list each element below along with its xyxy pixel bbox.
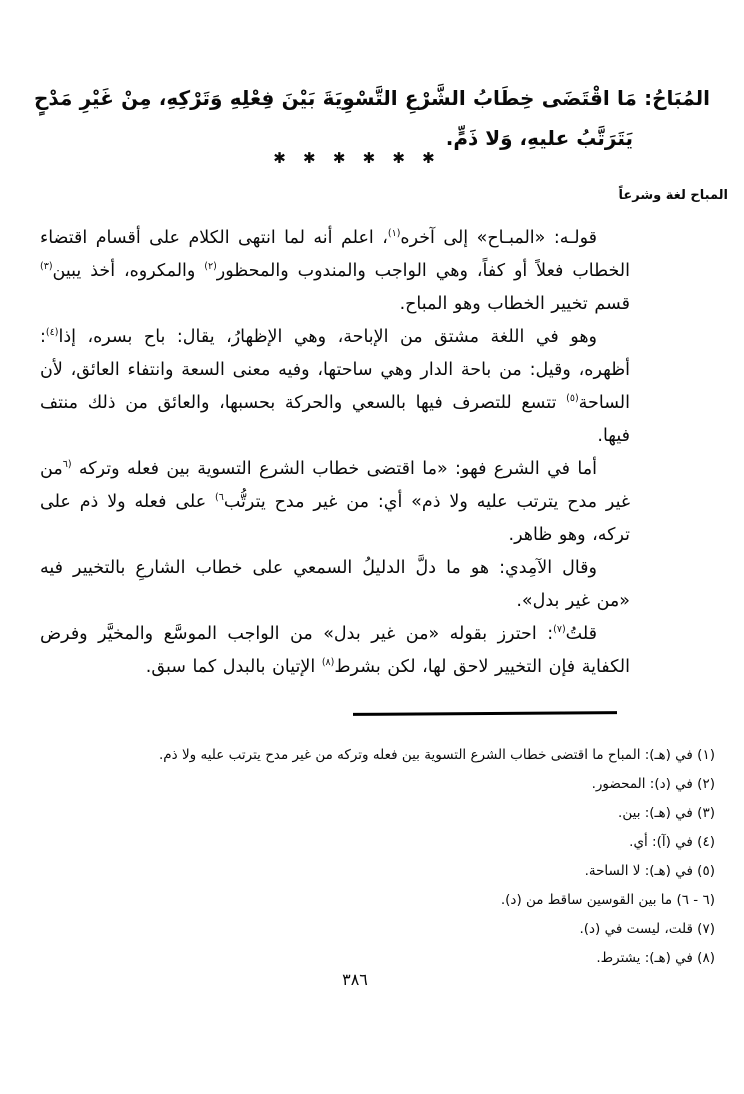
definition-heading-line2: يَتَرَتَّبُ عليهِ، وَلا ذَمٍّ.	[445, 126, 633, 150]
footnote-item: (٧) قلت، ليست في (د).	[579, 921, 715, 937]
footnote-marker: (٧)	[553, 624, 566, 636]
footnote-item: (٢) في (د): المحضور.	[591, 776, 715, 792]
definition-heading-line1: المُبَاحُ: مَا اقْتَضَى خِطَابُ الشَّرْعِ التَّسْوِيَةَ بَيْنَ فِعْلِهِ وَتَرْكِهِ، مِنْ غَيْرِ مَدْحٍ	[34, 86, 710, 110]
text-run: والمكروه، أخذ يبين	[52, 261, 205, 281]
asterisk-separator: ✱ ✱ ✱ ✱ ✱ ✱	[273, 149, 441, 167]
text-run: ، اعلم أنه لما انتهى الكلام على أقسام اقتضاء الخطاب فعلاً أو كفاً، وهي الواجب والمندوب والمحظور	[40, 228, 630, 281]
body-paragraph	[40, 222, 630, 321]
text-run: وقال الآمِدي: هو ما دلَّ الدليلُ السمعي على خطاب الشارعِ بالتخيير فيه «من غير بدل».	[40, 558, 630, 611]
text-run: على فعله ولا ذم على تركه، وهو ظاهر.	[40, 492, 630, 545]
footnote-marker: (٣)	[40, 261, 53, 273]
body-text	[40, 222, 630, 684]
text-run: الإتيان بالبدل كما سبق.	[145, 657, 322, 677]
page-number: ٣٨٦	[342, 970, 368, 989]
footnote-item: (١) في (هـ): المباح ما اقتضى خطاب الشرع التسوية بين فعله وتركه من غير مدح يترتب عليه ولا ذم.	[159, 747, 715, 763]
footnote-item: (٣) في (هـ): بين.	[618, 805, 715, 821]
body-paragraph	[40, 618, 630, 684]
footnote-marker: (٢)	[204, 261, 217, 273]
footnote-item: (٤) في (آ): أي.	[629, 834, 715, 850]
definition-heading	[34, 78, 710, 158]
text-run: قلتُ	[565, 624, 597, 644]
text-run: من غير مدح يترتب عليه ولا ذم» أي: من غير مدح يترتُّب	[40, 459, 631, 512]
footnotes-list	[38, 741, 715, 973]
footnote-item: (٦ - ٦) ما بين القوسين ساقط من (د).	[500, 892, 715, 908]
text-run: وهو في اللغة مشتق من الإباحة، وهي الإظهارُ، يقال: باح بسره، إذا	[58, 327, 597, 347]
footnote-marker: (٥)	[566, 393, 579, 405]
body-paragraph	[40, 453, 630, 552]
footnote-marker: ٦)	[215, 492, 224, 504]
text-run: قسم تخيير الخطاب وهو المباح.	[399, 294, 630, 314]
footnote-marker: (٦	[62, 459, 72, 471]
footnote-marker: (٤)	[45, 327, 59, 339]
text-run: : أظهره، وقيل: من باحة الدار وهي ساحتها، وفيه معنى السعة وانتفاء العائق، لأن الساحة	[40, 327, 630, 413]
footnote-divider	[353, 711, 617, 716]
footnote-marker: (١)	[387, 228, 401, 240]
margin-note: المباح لغة وشرعاً	[618, 188, 728, 203]
text-run: قولـه: «المبـاح» إلى آخره	[400, 228, 597, 248]
text-run: : احترز بقوله «من غير بدل» من الواجب الموسَّع والمخيَّر وفرض الكفاية فإن التخيير لاحق لها، لكن بشرط	[40, 624, 630, 677]
footnote-item: (٥) في (هـ): لا الساحة.	[584, 863, 715, 879]
footnote-item: (٨) في (هـ): يشترط.	[596, 950, 715, 966]
footnote-marker: (٨)	[321, 657, 335, 669]
body-paragraph	[40, 552, 630, 618]
body-paragraph	[40, 321, 630, 453]
text-run: أما في الشرع فهو: «ما اقتضى خطاب الشرع التسوية بين فعله وتركه	[71, 459, 597, 479]
text-run: تتسع للتصرف فيها بالسعي والحركة بحسبها، والعائق من ذلك منتف فيها.	[40, 393, 630, 446]
